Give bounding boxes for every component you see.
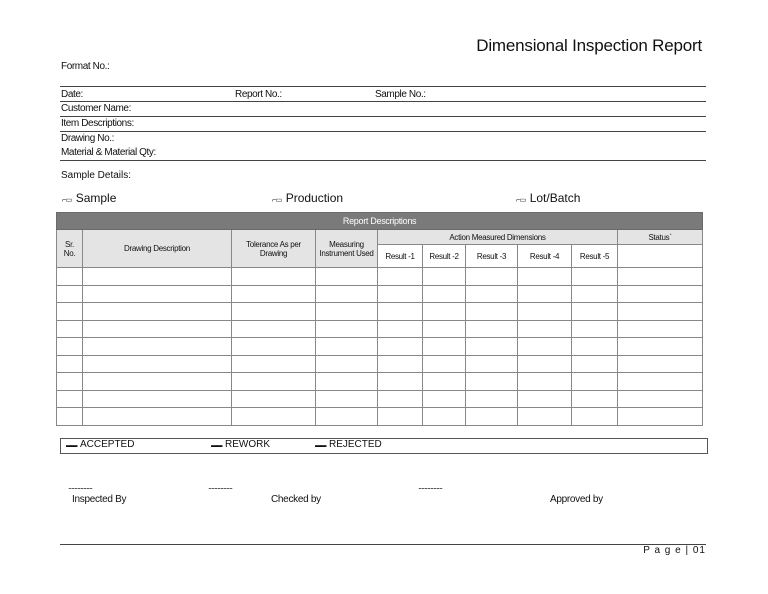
sample-option-label: Sample bbox=[75, 191, 117, 205]
report-title: Dimensional Inspection Report bbox=[476, 36, 702, 55]
approved-by-label: Approved by bbox=[550, 494, 603, 505]
status-cell[interactable] bbox=[618, 245, 703, 268]
table-cell[interactable] bbox=[518, 303, 572, 321]
outcome-box bbox=[60, 438, 708, 454]
customer-name-label: Customer Name: bbox=[61, 103, 131, 114]
table-cell[interactable] bbox=[232, 320, 316, 338]
table-cell[interactable] bbox=[518, 320, 572, 338]
table-cell[interactable] bbox=[232, 338, 316, 356]
checkbox-icon: ⌐▭ bbox=[272, 197, 282, 204]
report-table bbox=[56, 212, 703, 426]
table-cell[interactable] bbox=[572, 303, 618, 321]
table-cell[interactable] bbox=[618, 285, 703, 303]
table-cell[interactable] bbox=[378, 408, 423, 426]
col-drawing-description: Drawing Description bbox=[83, 230, 232, 268]
col-result-1: Result -1 bbox=[378, 245, 423, 268]
table-cell[interactable] bbox=[466, 338, 518, 356]
divider bbox=[60, 116, 706, 117]
date-label: Date: bbox=[61, 89, 83, 100]
table-cell[interactable] bbox=[316, 285, 378, 303]
table-cell[interactable] bbox=[423, 355, 466, 373]
table-cell[interactable] bbox=[618, 320, 703, 338]
footer-divider bbox=[60, 544, 706, 545]
col-result-2: Result -2 bbox=[423, 245, 466, 268]
drawing-no-label: Drawing No.: bbox=[61, 133, 114, 144]
table-cell[interactable] bbox=[232, 373, 316, 391]
signature-line-inspected: ................ bbox=[68, 481, 93, 491]
table-cell[interactable] bbox=[572, 390, 618, 408]
table-row bbox=[57, 268, 703, 286]
table-cell[interactable] bbox=[618, 338, 703, 356]
table-cell[interactable] bbox=[466, 320, 518, 338]
table-row bbox=[57, 338, 703, 356]
table-cell[interactable] bbox=[57, 268, 83, 286]
sample-option-production[interactable] bbox=[272, 191, 343, 205]
table-cell[interactable] bbox=[316, 338, 378, 356]
table-cell[interactable] bbox=[572, 320, 618, 338]
table-cell[interactable] bbox=[83, 390, 232, 408]
table-cell[interactable] bbox=[83, 285, 232, 303]
divider bbox=[60, 160, 706, 161]
table-cell[interactable] bbox=[316, 355, 378, 373]
table-cell[interactable] bbox=[316, 373, 378, 391]
table-cell[interactable] bbox=[316, 390, 378, 408]
outcome-rework[interactable] bbox=[211, 439, 270, 450]
table-cell[interactable] bbox=[518, 373, 572, 391]
table-cell[interactable] bbox=[423, 268, 466, 286]
checkbox-icon: ▬▬ bbox=[315, 443, 326, 449]
table-cell[interactable] bbox=[518, 285, 572, 303]
table-cell[interactable] bbox=[423, 338, 466, 356]
col-sr-no: Sr. No. bbox=[57, 230, 83, 268]
report-descriptions-header: Report Descriptions bbox=[57, 213, 703, 230]
table-row bbox=[57, 285, 703, 303]
table-cell[interactable] bbox=[83, 408, 232, 426]
table-row bbox=[57, 320, 703, 338]
table-cell[interactable] bbox=[378, 285, 423, 303]
table-row bbox=[57, 408, 703, 426]
col-instrument: Measuring Instrument Used bbox=[316, 230, 378, 268]
checkbox-icon: ⌐▭ bbox=[62, 197, 72, 204]
table-cell[interactable] bbox=[466, 303, 518, 321]
table-cell[interactable] bbox=[618, 355, 703, 373]
sample-option-lot-batch[interactable] bbox=[516, 191, 580, 205]
report-no-label: Report No.: bbox=[235, 89, 282, 100]
col-status: Status` bbox=[618, 230, 703, 245]
table-cell[interactable] bbox=[423, 303, 466, 321]
table-cell[interactable] bbox=[232, 390, 316, 408]
table-cell[interactable] bbox=[57, 338, 83, 356]
table-cell[interactable] bbox=[618, 408, 703, 426]
table-cell[interactable] bbox=[232, 355, 316, 373]
col-tolerance: Tolerance As per Drawing bbox=[232, 230, 316, 268]
table-cell[interactable] bbox=[316, 303, 378, 321]
col-action-measured: Action Measured Dimensions bbox=[378, 230, 618, 245]
table-cell[interactable] bbox=[466, 355, 518, 373]
signature-line-approved: ................ bbox=[418, 481, 443, 491]
table-cell[interactable] bbox=[518, 355, 572, 373]
inspected-by-label: Inspected By bbox=[72, 494, 127, 505]
checkbox-icon: ⌐▭ bbox=[516, 197, 526, 204]
table-cell[interactable] bbox=[232, 408, 316, 426]
checkbox-icon: ▬▬ bbox=[211, 443, 222, 449]
table-cell[interactable] bbox=[57, 408, 83, 426]
table-cell[interactable] bbox=[83, 373, 232, 391]
sample-details-label: Sample Details: bbox=[61, 170, 132, 181]
table-cell[interactable] bbox=[618, 390, 703, 408]
table-cell[interactable] bbox=[423, 408, 466, 426]
sample-option-sample[interactable] bbox=[62, 191, 116, 205]
table-cell[interactable] bbox=[466, 408, 518, 426]
table-row bbox=[57, 390, 703, 408]
sample-option-label: Production bbox=[285, 191, 344, 205]
table-cell[interactable] bbox=[572, 408, 618, 426]
table-cell[interactable] bbox=[618, 268, 703, 286]
table-cell[interactable] bbox=[423, 285, 466, 303]
outcome-label: REWORK bbox=[225, 439, 270, 450]
sample-no-label: Sample No.: bbox=[375, 89, 426, 100]
table-cell[interactable] bbox=[232, 303, 316, 321]
table-cell[interactable] bbox=[423, 320, 466, 338]
table-cell[interactable] bbox=[466, 373, 518, 391]
table-cell[interactable] bbox=[572, 285, 618, 303]
table-cell[interactable] bbox=[316, 320, 378, 338]
table-cell[interactable] bbox=[572, 373, 618, 391]
table-cell[interactable] bbox=[572, 338, 618, 356]
table-cell[interactable] bbox=[57, 320, 83, 338]
page-number: P a g e | 01 bbox=[643, 545, 706, 556]
table-cell[interactable] bbox=[423, 373, 466, 391]
outcome-rejected[interactable] bbox=[315, 439, 382, 450]
divider bbox=[60, 86, 706, 87]
table-cell[interactable] bbox=[378, 268, 423, 286]
table-cell[interactable] bbox=[466, 268, 518, 286]
table-cell[interactable] bbox=[466, 285, 518, 303]
col-result-3: Result -3 bbox=[466, 245, 518, 268]
format-no-label: Format No.: bbox=[61, 61, 110, 72]
table-row bbox=[57, 355, 703, 373]
divider bbox=[60, 131, 706, 132]
table-cell[interactable] bbox=[618, 373, 703, 391]
table-cell[interactable] bbox=[83, 338, 232, 356]
table-cell[interactable] bbox=[83, 355, 232, 373]
table-cell[interactable] bbox=[572, 268, 618, 286]
material-qty-label: Material & Material Qty: bbox=[61, 147, 156, 158]
table-cell[interactable] bbox=[57, 285, 83, 303]
table-cell[interactable] bbox=[518, 268, 572, 286]
table-cell[interactable] bbox=[378, 373, 423, 391]
table-row bbox=[57, 373, 703, 391]
checkbox-icon: ▬▬ bbox=[66, 443, 77, 449]
table-cell[interactable] bbox=[378, 338, 423, 356]
table-cell[interactable] bbox=[518, 408, 572, 426]
table-cell[interactable] bbox=[423, 390, 466, 408]
table-cell[interactable] bbox=[316, 408, 378, 426]
table-cell[interactable] bbox=[378, 303, 423, 321]
table-cell[interactable] bbox=[518, 390, 572, 408]
sample-option-label: Lot/Batch bbox=[529, 191, 581, 205]
table-cell[interactable] bbox=[83, 268, 232, 286]
item-descriptions-label: Item Descriptions: bbox=[61, 118, 134, 129]
col-result-4: Result -4 bbox=[518, 245, 572, 268]
outcome-label: ACCEPTED bbox=[80, 439, 135, 450]
divider bbox=[60, 101, 706, 102]
table-cell[interactable] bbox=[57, 303, 83, 321]
table-cell[interactable] bbox=[466, 390, 518, 408]
table-cell[interactable] bbox=[232, 285, 316, 303]
table-cell[interactable] bbox=[618, 303, 703, 321]
table-cell[interactable] bbox=[57, 390, 83, 408]
checked-by-label: Checked by bbox=[271, 494, 321, 505]
table-cell[interactable] bbox=[57, 373, 83, 391]
table-cell[interactable] bbox=[518, 338, 572, 356]
table-cell[interactable] bbox=[57, 355, 83, 373]
table-cell[interactable] bbox=[83, 303, 232, 321]
outcome-label: REJECTED bbox=[329, 439, 382, 450]
table-cell[interactable] bbox=[316, 268, 378, 286]
signature-line-checked: ................ bbox=[208, 481, 233, 491]
table-cell[interactable] bbox=[378, 355, 423, 373]
outcome-accepted[interactable] bbox=[66, 439, 134, 450]
table-cell[interactable] bbox=[232, 268, 316, 286]
col-result-5: Result -5 bbox=[572, 245, 618, 268]
table-cell[interactable] bbox=[378, 390, 423, 408]
table-row bbox=[57, 303, 703, 321]
table-cell[interactable] bbox=[572, 355, 618, 373]
table-cell[interactable] bbox=[378, 320, 423, 338]
table-cell[interactable] bbox=[83, 320, 232, 338]
